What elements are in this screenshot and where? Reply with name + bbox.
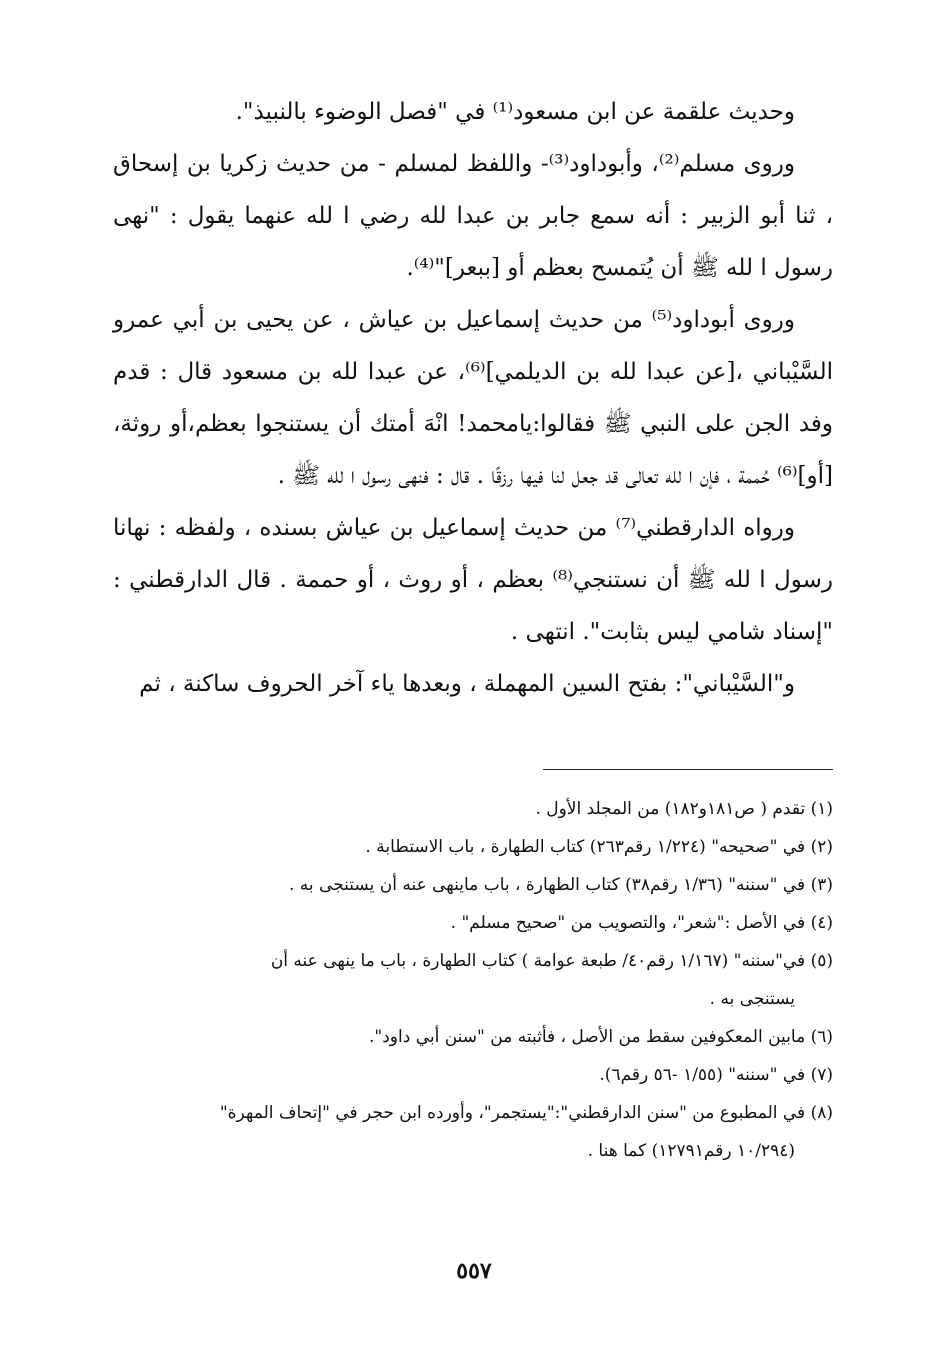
footnote-8-continuation: (١٠/٢٩٤ رقم١٢٧٩١) كما هنا . (587, 1141, 795, 1161)
paragraph-1: وحديث علقمة عن ابن مسعود⁽¹⁾ في "فصل الوضوء بالنبيذ". (235, 99, 795, 125)
footnote-8-text: (٨) في المطبوع من "سنن الدارقطني":"يستجمر"، وأورده ابن حجر في "إتحاف المهرة" (219, 1103, 833, 1123)
paragraph-3: وروى أبوداود⁽⁵⁾ من حديث إسماعيل بن عياش ، عن يحيى بن أبي عمرو السَّيْباني ،[عن عبدا لله بن الديلمي]⁽⁶⁾، عن عبدا لله بن مسعود قال : قدم وفد الجن على النبي ﷺ فقالوا:يامحمد! انْهَ أمتك أن يستنجوا بعظم،أو روثة،[أو]⁽⁶⁾ حُممة ، فإن ا لله تعالى قد جعل لنا فيها رزقًا . قال : فنهى رسول ا لله ﷺ . (113, 307, 833, 489)
footnote-1: (١) تقدم ( ص١٨١و١٨٢) من المجلد الأول . (535, 799, 833, 819)
main-text (113, 86, 833, 710)
footnote-8 (113, 1094, 833, 1170)
paragraph-2: وروى مسلم⁽²⁾، وأبوداود⁽³⁾- واللفظ لمسلم - من حديث زكريا بن إسحاق ، ثنا أبو الزبير : أنه سمع جابر بن عبدا لله رضي ا لله عنهما يقول : "نهى رسول ا لله ﷺ أن يُتمسح بعظم أو [ببعر]"⁽⁴⁾. (113, 151, 833, 281)
footnotes (113, 790, 833, 1170)
footnote-5 (113, 942, 833, 1018)
footnote-6: (٦) مابين المعكوفين سقط من الأصل ، فأثبته من "سنن أبي داود". (369, 1027, 833, 1047)
footnote-5-continuation: يستنجى به . (709, 989, 795, 1009)
footnote-4: (٤) في الأصل :"شعر"، والتصويب من "صحيح مسلم" . (450, 913, 833, 933)
footnote-7: (٧) في "سننه" (١/٥٥ -٥٦ رقم٦). (599, 1065, 833, 1085)
footnote-3: (٣) في "سننه" (١/٣٦ رقم٣٨) كتاب الطهارة ، باب ماينهى عنه أن يستنجى به . (288, 875, 833, 895)
paragraph-4: ورواه الدارقطني⁽⁷⁾ من حديث إسماعيل بن عياش بسنده ، ولفظه : نهانا رسول ا لله ﷺ أن نستنجي⁽⁸⁾ بعظم ، أو روث ، أو حممة . قال الدارقطني : "إسناد شامي ليس بثابت". انتهى . (113, 515, 833, 645)
footnote-2: (٢) في "صحيحه" (١/٢٢٤ رقم٢٦٣) كتاب الطهارة ، باب الاستطابة . (365, 837, 833, 857)
page-number: ٥٥٧ (456, 1258, 492, 1284)
footnote-divider (543, 769, 833, 770)
paragraph-5: و"السَّيْباني": بفتح السين المهملة ، وبعدها ياء آخر الحروف ساكنة ، ثم (139, 671, 795, 697)
footnote-5-text: (٥) في"سننه" (١/١٦٧ رقم٤٠/ طبعة عوامة ) كتاب الطهارة ، باب ما ينهى عنه أن (270, 951, 833, 971)
